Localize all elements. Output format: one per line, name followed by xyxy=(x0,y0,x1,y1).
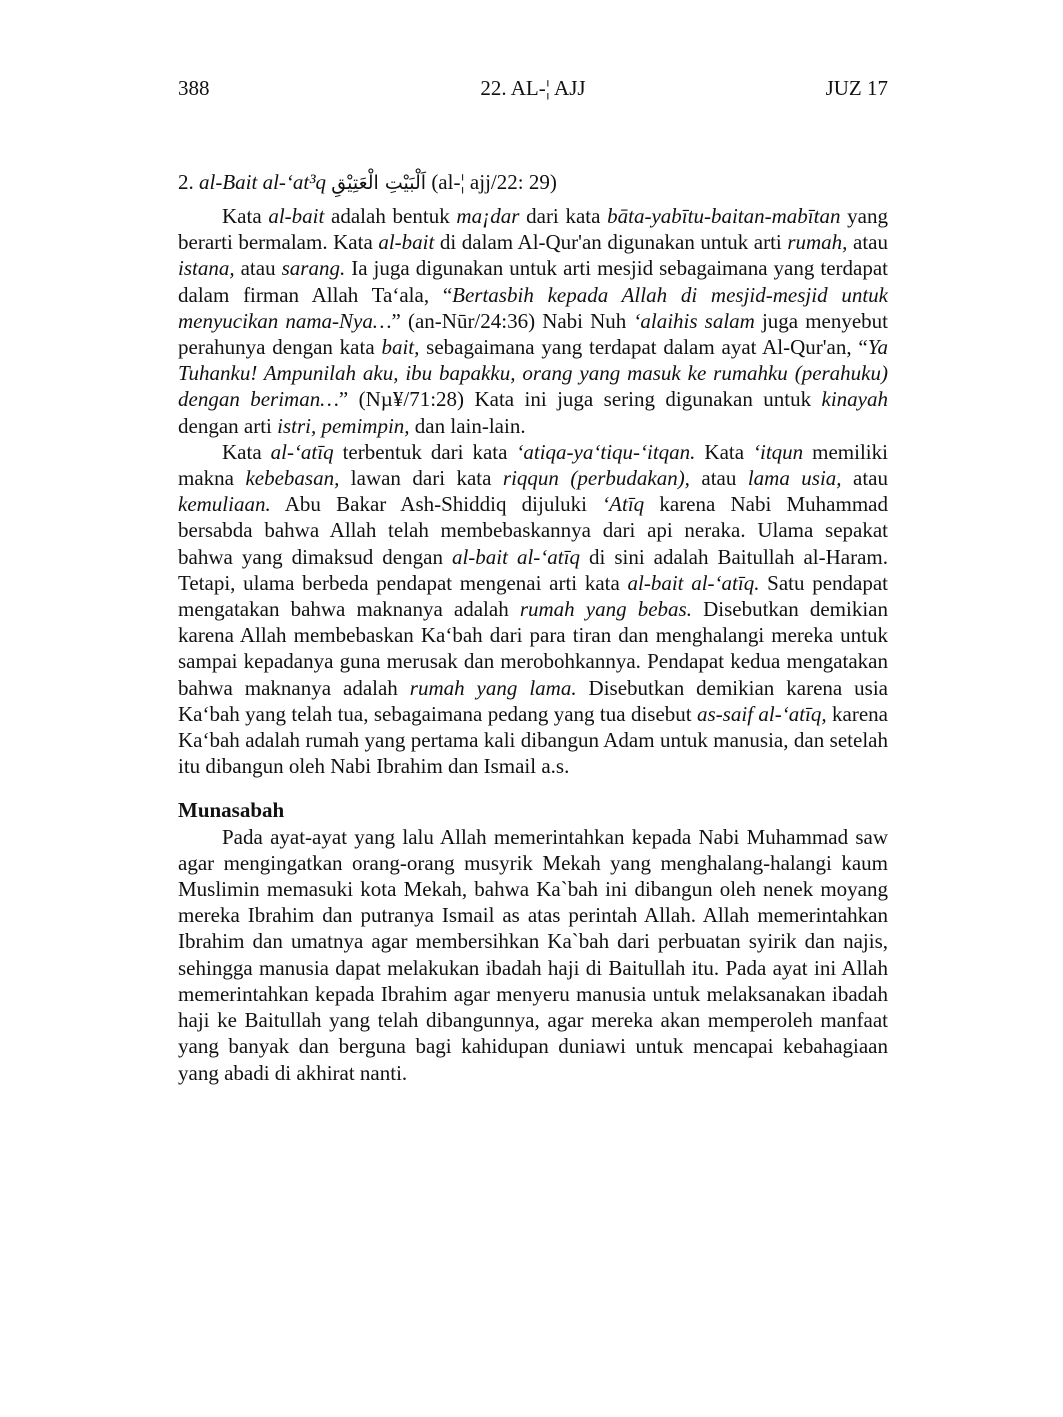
page-header xyxy=(178,74,888,102)
italic-term: kinayah xyxy=(821,387,888,412)
italic-term: bāta-yabītu-baitan-mabītan xyxy=(607,204,841,228)
text-run: di sini adalah Baitullah al-Haram. Tetapi, ulama berbeda pendapat mengenai arti kata xyxy=(178,544,888,595)
text-run: Kata xyxy=(695,439,754,464)
italic-term: al-‘atīq xyxy=(270,439,334,464)
text-run: Disebutkan demikian karena Allah membebaskan Ka‘bah dari para tiran dan menghalangi mereka untuk sampai kepadanya guna merusak dan merobohkannya. Pendapat kedua mengatakan bahwa maknanya adalah xyxy=(178,597,888,700)
italic-term: kebebasan, xyxy=(245,466,340,491)
italic-term: al-bait xyxy=(378,230,435,255)
term-arabic: اَلْبَيْتِ الْعَتِيْقِ xyxy=(331,172,427,194)
italic-term: ma¡dar xyxy=(456,204,520,228)
page-number: 388 xyxy=(178,76,210,100)
text-run: Abu Bakar Ash-Shiddiq dijuluki xyxy=(270,492,603,517)
italic-term: rumah, xyxy=(787,230,848,255)
text-run: ” (an-Nūr/24:36) Nabi Nuh xyxy=(391,308,634,333)
chapter-title: 22. AL-¦ AJJ xyxy=(480,76,586,100)
text-run: yang berarti bermalam. Kata xyxy=(178,204,888,255)
text-run: atau xyxy=(689,466,748,491)
page-body xyxy=(178,168,888,1086)
italic-term: riqqun (perbudakan), xyxy=(502,466,690,491)
term-transliteration: al-Bait al-‘at³q xyxy=(199,170,327,194)
italic-term: ‘itqun xyxy=(753,439,804,464)
text-run: terbentuk dari kata xyxy=(333,439,517,464)
text-run: memiliki makna xyxy=(178,439,888,491)
text-run: dan lain-lain. xyxy=(409,413,526,438)
italic-term: al-bait xyxy=(268,204,325,228)
italic-term: al-bait al-‘atīq xyxy=(451,544,580,569)
italic-term: ‘atiqa-ya‘tiqu-‘itqan. xyxy=(516,439,696,464)
text-run: ” (Nµ¥/71:28) Kata ini juga sering digunakan untuk xyxy=(338,387,822,412)
italic-term: as-saif al-‘atīq, xyxy=(697,701,827,726)
text-run: Kata xyxy=(222,204,269,228)
text-run: Disebutkan demikian karena usia Ka‘bah yang telah tua, sebagaimana pedang yang tua disebut xyxy=(178,675,888,726)
text-run: sebagaimana yang terdapat dalam ayat Al-Qur'an, “ xyxy=(419,335,868,360)
juz-label: JUZ 17 xyxy=(825,76,888,100)
italic-term: istri, pemimpin, xyxy=(277,413,410,438)
italic-term: sarang. xyxy=(281,256,346,281)
italic-term: istana, xyxy=(178,256,235,281)
italic-term: rumah yang bebas. xyxy=(519,597,692,622)
section-heading-munasabah: Munasabah xyxy=(178,798,285,823)
italic-term: Ya Tuhanku! Ampunilah aku, ibu bapakku, orang yang masuk ke rumahku (perahuku) dengan beriman… xyxy=(178,335,888,412)
text-run: adalah bentuk xyxy=(324,204,457,228)
term-reference: (al-¦ ajj/22: 29) xyxy=(431,170,557,194)
italic-term: kemuliaan. xyxy=(178,492,271,517)
text-run: Satu pendapat mengatakan bahwa maknanya adalah xyxy=(178,570,888,622)
italic-term: ‘Atīq xyxy=(602,492,645,517)
text-run: di dalam Al-Qur'an digunakan untuk arti xyxy=(434,230,788,255)
text-run: dengan arti xyxy=(178,413,278,438)
text-run: karena Nabi Muhammad bersabda bahwa Allah telah membebaskannya dari api neraka. Ulama sepakat bahwa yang dimaksud dengan xyxy=(178,492,888,569)
italic-term: rumah yang lama. xyxy=(409,675,577,700)
term-subheading xyxy=(178,168,888,197)
paragraph-munasabah: Pada ayat-ayat yang lalu Allah memerintahkan kepada Nabi Muhammad saw agar mengingatkan orang-orang musyrik Mekah yang menghalang-halangi kaum Muslimin memasuki kota Mekah, bahwa Ka`bah ini dibangun oleh nenek moyang mereka Ibrahim dan putranya Ismail as atas perintah Allah. Allah memerintahkan Ibrahim dan umatnya agar membersihkan Ka`bah dari perbuatan syirik dan najis, sehingga manusia dapat melakukan ibadah haji di Baitullah itu. Pada ayat ini Allah memerintahkan kepada Ibrahim agar menyeru manusia untuk melaksanakan ibadah haji ke Baitullah yang telah dibangunnya, agar mereka akan memperoleh manfaat yang banyak dan berguna bagi kahidupan duniawi untuk mencapai kebahagiaan yang abadi di akhirat nanti. xyxy=(178,824,888,1085)
text-run: atau xyxy=(234,256,282,281)
italic-term: bait, xyxy=(381,335,420,360)
text-run: karena Ka‘bah adalah rumah yang pertama kali dibangun Adam untuk manusia, dan setelah itu dibangun oleh Nabi Ibrahim dan Ismail a.s. xyxy=(178,701,888,779)
term-number: 2. xyxy=(178,170,194,194)
text-run: lawan dari kata xyxy=(339,466,503,491)
paragraph-al-atiq xyxy=(178,439,888,780)
text-run: juga menyebut perahunya dengan kata xyxy=(178,308,889,360)
text-run: atau xyxy=(847,230,888,255)
text-run: Kata xyxy=(222,439,271,464)
italic-term: lama usia, xyxy=(747,466,842,491)
text-run: dari kata xyxy=(519,204,608,228)
italic-term: Bertasbih kepada Allah di mesjid-mesjid untuk menyucikan nama-Nya… xyxy=(178,282,888,333)
italic-term: al-bait al-‘atīq. xyxy=(627,570,760,595)
text-run: atau xyxy=(841,466,888,491)
paragraph-al-bait xyxy=(178,203,888,439)
italic-term: ‘alaihis salam xyxy=(633,308,755,333)
text-run: Ia juga digunakan untuk arti mesjid sebagaimana yang terdapat dalam firman Allah Ta‘ala, “ xyxy=(178,256,888,307)
